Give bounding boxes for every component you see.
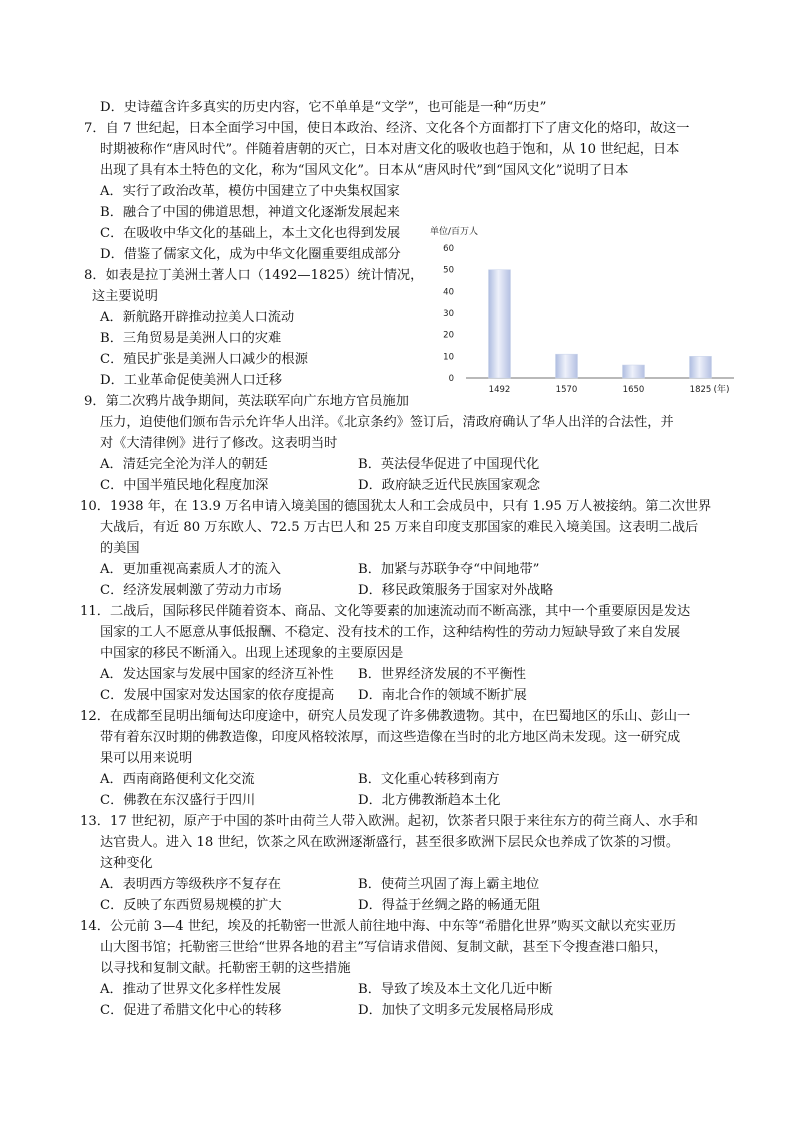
q9-stem-line3: 对《大清律例》进行了修改。这表明当时	[100, 436, 338, 451]
q10-option-c: C．经济发展刺激了劳动力市场	[100, 583, 282, 598]
q9-stem: 9．第二次鸦片战争期间，英法联军向广东地方官员施加	[84, 394, 409, 409]
q11-option-d: D．南北合作的领域不断扩展	[358, 688, 527, 703]
q12-stem-line3: 果可以用来说明	[100, 751, 193, 766]
q7-option-d: D．借鉴了儒家文化，成为中华文化圈重要组成部分	[100, 247, 401, 262]
q10-option-b: B．加紧与苏联争夺“中间地带”	[358, 562, 540, 577]
q11-option-b: B．世界经济发展的不平衡性	[358, 667, 526, 682]
chart-unit-label: 单位/百万人	[430, 227, 479, 237]
q8-stem-line2: 这主要说明	[92, 289, 158, 304]
y-tick-label: 10	[443, 352, 454, 363]
q9-option-d: D．政府缺乏近代民族国家观念	[358, 478, 541, 493]
q7-stem-line2: 时期被称作“唐风时代”。伴随着唐朝的灭亡，日本对唐文化的吸收也趋于饱和，从 10 世纪起，日本	[100, 142, 680, 157]
q8-stem: 8．如表是拉丁美洲土著人口（1492—1825）统计情况，	[84, 268, 424, 283]
q11-option-c: C．发展中国家对发达国家的依存度提高	[100, 688, 335, 703]
x-tick-label: 1825	[689, 385, 712, 395]
q9-stem-line2: 压力，迫使他们颁布告示允许华人出洋。《北京条约》签订后，清政府确认了华人出洋的合法性，并	[100, 415, 674, 430]
q7-option-c: C．在吸收中华文化的基础上，本土文化也得到发展	[100, 226, 401, 241]
q12-stem: 12．在成都至昆明出缅甸达印度途中，研究人员发现了许多佛教遗物。其中，在巴蜀地区的乐山、彭山一	[80, 709, 691, 724]
q10-option-a: A．更加重视高素质人才的流入	[100, 562, 281, 577]
q9-option-a: A．清廷完全沦为洋人的朝廷	[100, 457, 268, 472]
x-tick-label: 1570	[555, 385, 578, 395]
x-axis-unit-label: (年)	[713, 385, 730, 395]
q7-stem-line3: 出现了具有本土特色的文化，称为“国风文化”。日本从“唐风时代”到“国风文化”说明了日本	[100, 163, 629, 178]
q10-stem: 10．1938 年，在 13.9 万名申请入境美国的德国犹太人和工会成员中，只有 1.95 万人被接纳。第二次世界	[80, 499, 712, 514]
y-tick-label: 40	[443, 287, 454, 298]
q7-stem: 7．自 7 世纪起，日本全面学习中国，使日本政治、经济、文化各个方面都打下了唐文化的烙印，故这一	[84, 121, 690, 136]
q7-option-a: A．实行了政治改革，模仿中国建立了中央集权国家	[100, 184, 400, 199]
q11-stem-line2: 国家的工人不愿意从事低报酬、不稳定、没有技术的工作，这种结构性的劳动力短缺导致了来自发展	[100, 625, 681, 640]
y-tick-label: 30	[443, 309, 454, 319]
q6-option-d: D．史诗蕴含许多真实的历史内容，它不单单是“文学”，也可能是一种“历史”	[100, 100, 547, 115]
q13-stem-line2: 达官贵人。进入 18 世纪，饮茶之风在欧洲逐渐盛行，甚至很多欧洲下层民众也养成了饮茶的习惯。	[100, 835, 680, 850]
y-tick-label: 0	[448, 374, 454, 384]
q11-stem-line3: 中国家的移民不断涌入。出现上述现象的主要原因是	[100, 646, 404, 661]
q14-option-c: C．促进了希腊文化中心的转移	[100, 1003, 282, 1018]
q13-stem: 13．17 世纪初，原产于中国的茶叶由荷兰人带入欧洲。起初，饮茶者只限于来往东方的荷兰商人、水手和	[80, 814, 698, 829]
population-bar-chart	[428, 222, 748, 402]
q14-stem-line2: 山大图书馆；托勒密三世给“世界各地的君主”写信请求借阅、复制文献，甚至下令搜查港口船只，	[100, 940, 668, 955]
q8-option-d: D．工业革命促使美洲人口迁移	[100, 373, 283, 388]
q14-stem-line3: 以寻找和复制文献。托勒密王朝的这些措施	[100, 961, 351, 976]
q14-stem: 14．公元前 3—4 世纪，埃及的托勒密一世派人前往地中海、中东等“希腊化世界”购买文献以充实亚历	[80, 919, 677, 934]
q14-option-b: B．导致了埃及本土文化几近中断	[358, 982, 553, 997]
q8-option-b: B．三角贸易是美洲人口的灾难	[100, 331, 282, 346]
q13-option-a: A．表明西方等级秩序不复存在	[100, 877, 281, 892]
bar-1825	[690, 356, 712, 378]
q13-stem-line3: 这种变化	[100, 856, 153, 871]
q11-option-a: A．发达国家与发展中国家的经济互补性	[100, 667, 334, 682]
q12-stem-line2: 带有着东汉时期的佛教造像，印度风格较浓厚，而这些造像在当时的北方地区尚未发现。这一研究成	[100, 730, 681, 745]
q13-option-b: B．使荷兰巩固了海上霸主地位	[358, 877, 540, 892]
q13-option-c: C．反映了东西贸易规模的扩大	[100, 898, 282, 913]
q10-stem-line3: 的美国	[100, 541, 140, 556]
x-tick-label: 1492	[488, 385, 511, 395]
q11-stem: 11．二战后，国际移民伴随着资本、商品、文化等要素的加速流动而不断高涨，其中一个重要原因是发达	[80, 604, 691, 619]
q13-option-d: D．得益于丝绸之路的畅通无阻	[358, 898, 541, 913]
q9-option-b: B．英法侵华促进了中国现代化	[358, 457, 540, 472]
y-tick-label: 60	[443, 244, 454, 254]
q14-option-a: A．推动了世界文化多样性发展	[100, 982, 281, 997]
y-tick-label: 50	[443, 265, 454, 276]
q8-option-c: C．殖民扩张是美洲人口减少的根源	[100, 352, 308, 367]
bar-1570	[556, 354, 578, 378]
q10-option-d: D．移民政策服务于国家对外战略	[358, 583, 554, 598]
y-tick-label: 20	[443, 330, 454, 341]
q12-option-d: D．北方佛教渐趋本土化	[358, 793, 501, 808]
q10-stem-line2: 大战后，有近 80 万东欧人、72.5 万古巴人和 25 万来自印度支那国家的难民入境美国。这表明二战后	[100, 520, 699, 535]
q12-option-c: C．佛教在东汉盛行于四川	[100, 793, 256, 808]
q9-option-c: C．中国半殖民地化程度加深	[100, 478, 269, 493]
q8-option-a: A．新航路开辟推动拉美人口流动	[100, 310, 295, 325]
q12-option-a: A．西南商路便利文化交流	[100, 772, 255, 787]
q12-option-b: B．文化重心转移到南方	[358, 772, 500, 787]
q14-option-d: D．加快了文明多元发展格局形成	[358, 1003, 554, 1018]
q7-option-b: B．融合了中国的佛道思想，神道文化逐渐发展起来	[100, 205, 400, 220]
bar-1492	[489, 270, 511, 378]
x-tick-label: 1650	[622, 385, 645, 395]
bar-1650	[623, 365, 645, 378]
